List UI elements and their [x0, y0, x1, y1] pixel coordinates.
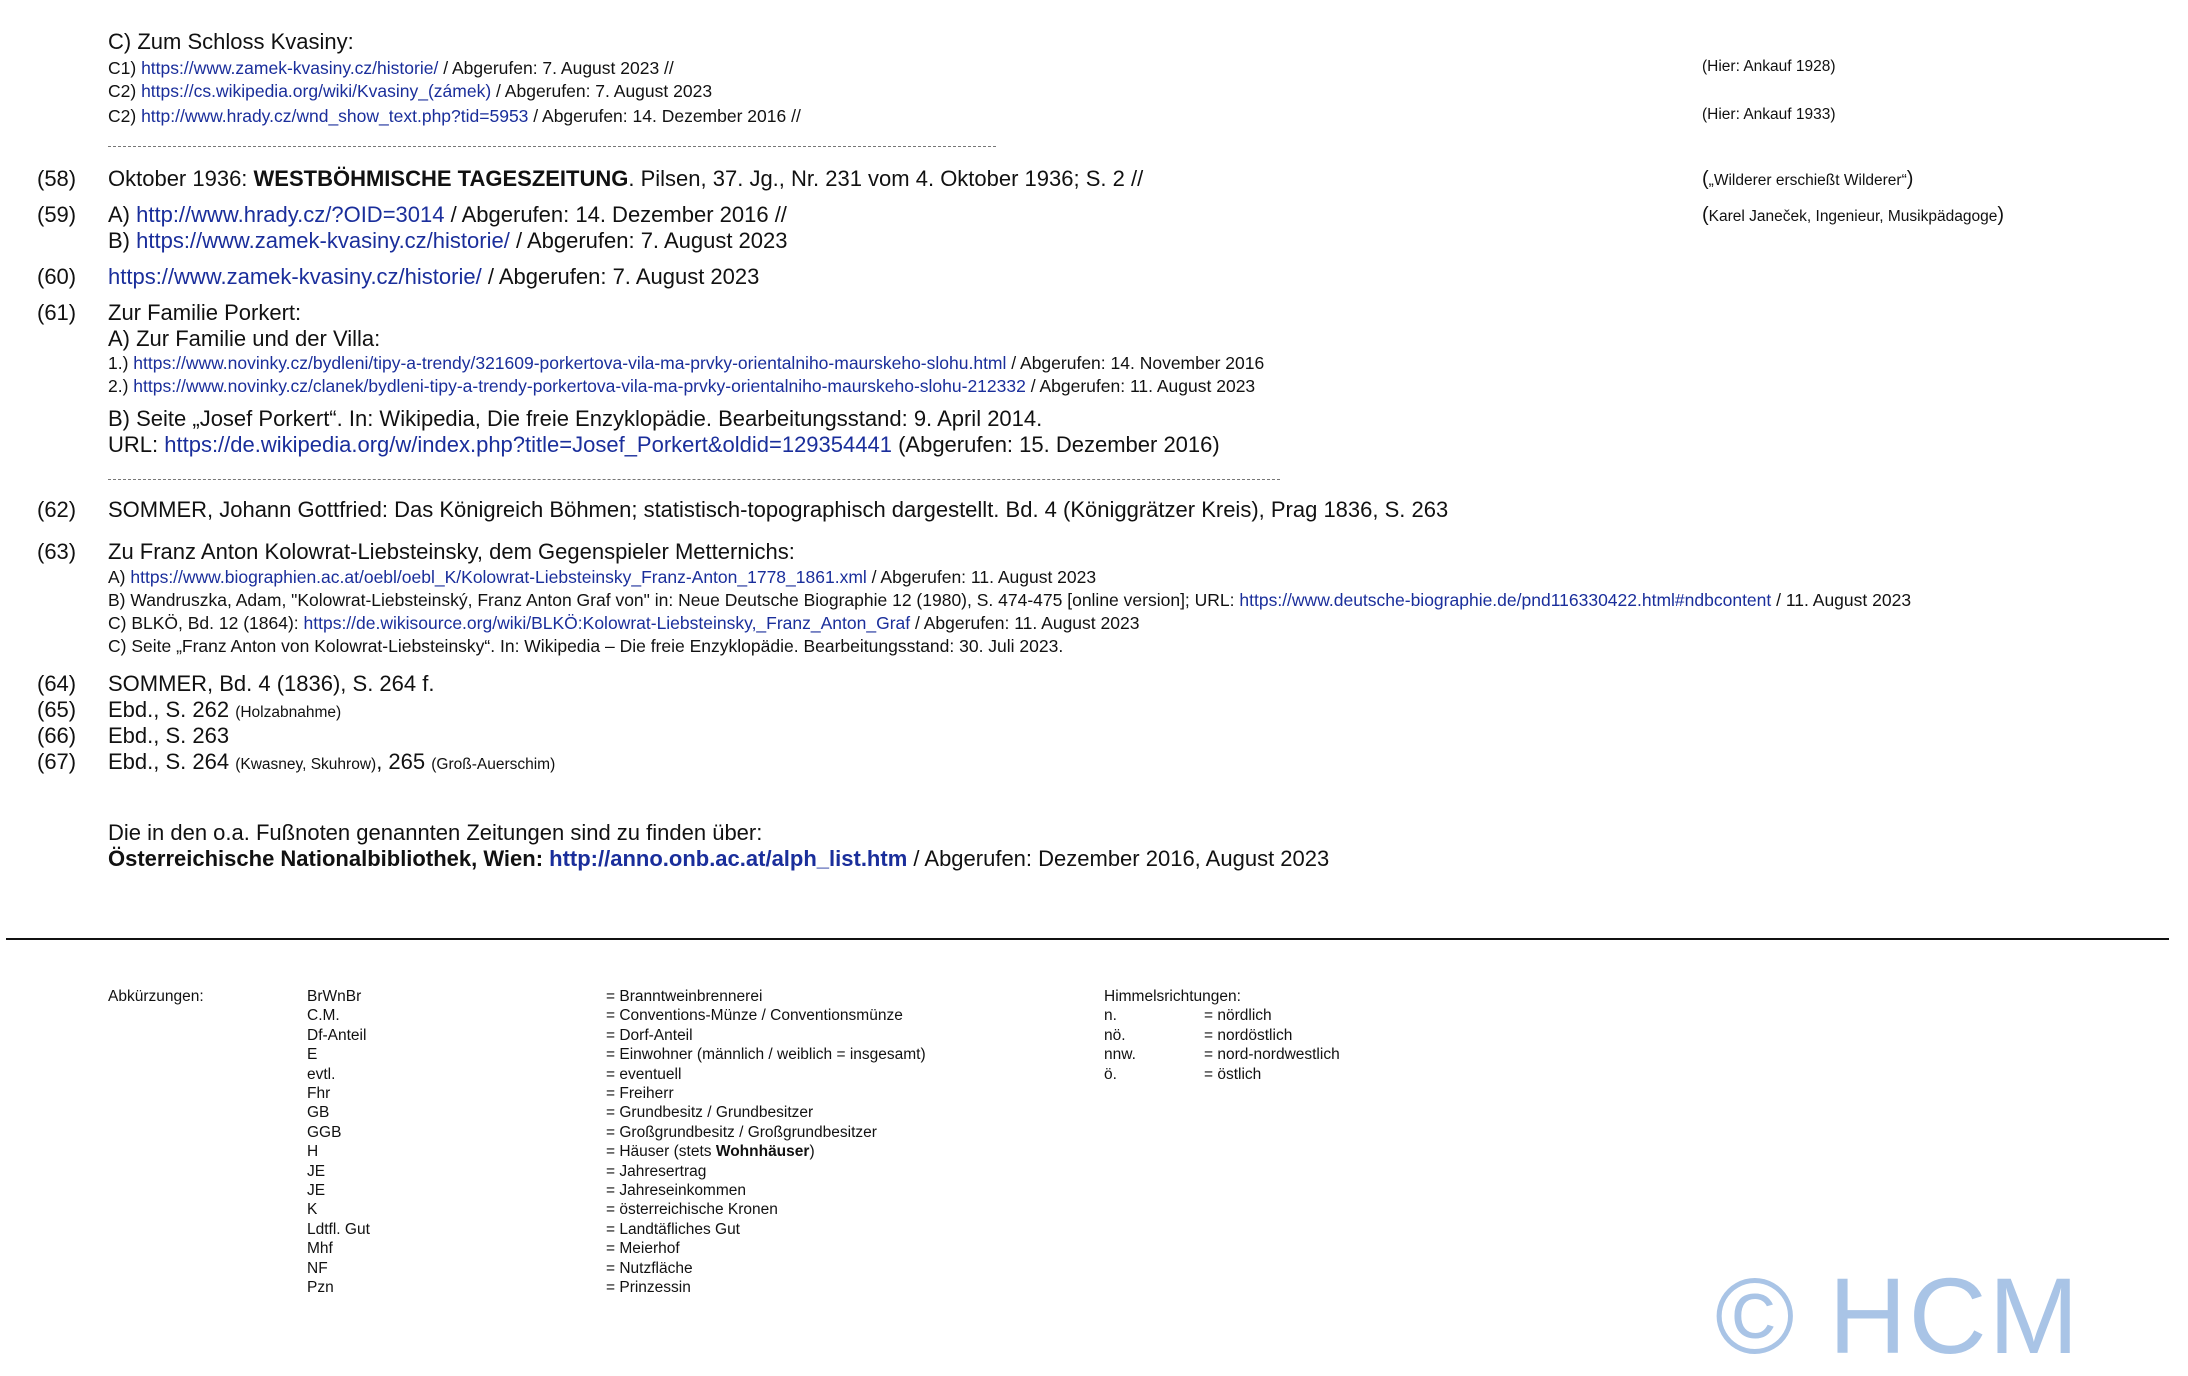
- abbr-meaning: = Conventions-Münze / Conventionsmünze: [606, 1007, 903, 1025]
- link-cs-wikipedia-kvasiny[interactable]: https://cs.wikipedia.org/wiki/Kvasiny_(zámek): [141, 81, 492, 101]
- footnote-60-number: (60): [37, 264, 77, 289]
- direction-meaning: = nord-nordwestlich: [1204, 1046, 1340, 1064]
- link-novinky-2016[interactable]: https://www.novinky.cz/bydleni/tipy-a-trendy/321609-porkertova-vila-ma-prvky-orientalniho-maurskeho-slohu.html: [133, 353, 1007, 373]
- abbr-item: JE: [307, 1162, 326, 1180]
- section-c-line-1: C1) https://www.zamek-kvasiny.cz/historie/ / Abgerufen: 7. August 2023 //: [108, 58, 674, 78]
- abbr-item: E: [307, 1046, 318, 1064]
- abbr-meaning: = Branntweinbrennerei: [606, 988, 763, 1005]
- abbr-item: H: [307, 1143, 319, 1161]
- abbr-item: NF: [307, 1259, 328, 1277]
- footnote-63-a: A) https://www.biographien.ac.at/oebl/oebl_K/Kolowrat-Liebsteinsky_Franz-Anton_1778_1861.xml / Abgerufen: 11. August 2023: [108, 567, 1097, 587]
- abbr-meaning: = Prinzessin: [606, 1279, 691, 1297]
- link-hrady-tid-5953[interactable]: http://www.hrady.cz/wnd_show_text.php?tid=5953: [141, 106, 529, 126]
- section-c-line-3: C2) http://www.hrady.cz/wnd_show_text.php?tid=5953 / Abgerufen: 14. Dezember 2016 //: [108, 106, 801, 126]
- footnote-67-number: (67): [37, 749, 77, 774]
- direction-abbr: nnw.: [1104, 1046, 1136, 1064]
- abbr-meaning: = Freiherr: [606, 1085, 674, 1103]
- footnote-60-text: https://www.zamek-kvasiny.cz/historie/ / Abgerufen: 7. August 2023: [108, 264, 760, 289]
- abbr-meaning: = Grundbesitz / Grundbesitzer: [606, 1104, 814, 1122]
- sources-intro: Die in den o.a. Fußnoten genannten Zeitungen sind zu finden über:: [108, 820, 763, 845]
- footnote-61-a-heading: A) Zur Familie und der Villa:: [108, 326, 381, 351]
- link-deutsche-biographie[interactable]: https://www.deutsche-biographie.de/pnd116330422.html#ndbcontent: [1239, 590, 1772, 610]
- direction-meaning: = östlich: [1204, 1065, 1262, 1083]
- sources-line: Österreichische Nationalbibliothek, Wien: http://anno.onb.ac.at/alph_list.htm / Abgerufen: Dezember 2016, August 2023: [108, 846, 1330, 871]
- direction-abbr: nö.: [1104, 1026, 1126, 1044]
- footnote-67-text: Ebd., S. 264 (Kwasney, Skuhrow), 265 (Groß-Auerschim): [108, 749, 556, 774]
- abbr-meaning: = Dorf-Anteil: [606, 1026, 693, 1044]
- section-c-heading: C) Zum Schloss Kvasiny:: [108, 29, 354, 54]
- abbr-meaning: = Großgrundbesitz / Großgrundbesitzer: [606, 1123, 877, 1141]
- footnote-58-text: Oktober 1936: WESTBÖHMISCHE TAGESZEITUNG. Pilsen, 37. Jg., Nr. 231 vom 4. Oktober 1936; S. 2 //: [108, 166, 1144, 191]
- abbr-item: Df-Anteil: [307, 1026, 367, 1044]
- abbr-item: GB: [307, 1104, 330, 1122]
- direction-meaning: = nordöstlich: [1204, 1026, 1293, 1044]
- abbr-meaning: = eventuell: [606, 1065, 682, 1083]
- abbr-item: evtl.: [307, 1065, 336, 1083]
- directions-meaning-column: [1204, 1006, 1340, 1084]
- footnote-66-text: Ebd., S. 263: [108, 723, 230, 748]
- footnote-63-b: B) Wandruszka, Adam, "Kolowrat-Liebsteinský, Franz Anton Graf von" in: Neue Deutsche Biographie 12 (1980), S. 474-475 [online version]; URL: https://www.deutsche-biographie.de/pnd116330422.html#ndbcontent / 11. August 2023: [108, 590, 1912, 610]
- abbr-item: JE: [307, 1182, 326, 1200]
- footnote-58-note: („Wilderer erschießt Wilderer“): [1702, 168, 1914, 190]
- footnote-61-b-line: B) Seite „Josef Porkert“. In: Wikipedia, Die freie Enzyklopädie. Bearbeitungsstand: 9. April 2014.: [108, 406, 1043, 431]
- link-zamek-kvasiny-1[interactable]: https://www.zamek-kvasiny.cz/historie/: [141, 58, 439, 78]
- footnote-66-number: (66): [37, 723, 77, 748]
- dashed-separator-1: [108, 146, 996, 147]
- abbr-meaning: = Nutzfläche: [606, 1259, 693, 1277]
- abbr-item: Fhr: [307, 1085, 331, 1103]
- footnote-63-c1: C) BLKÖ, Bd. 12 (1864): https://de.wikisource.org/wiki/BLKÖ:Kolowrat-Liebsteinsky,_Franz_Anton_Graf / Abgerufen: 11. August 2023: [108, 613, 1140, 633]
- footnote-61-a2: 2.) https://www.novinky.cz/clanek/bydleni-tipy-a-trendy-porkertova-vila-ma-prvky-orientalniho-maurskeho-slohu-212332 / Abgerufen: 11. August 2023: [108, 376, 1256, 396]
- abbr-meaning: = Jahresertrag: [606, 1162, 707, 1180]
- link-novinky-2023[interactable]: https://www.novinky.cz/clanek/bydleni-tipy-a-trendy-porkertova-vila-ma-prvky-orientalniho-maurskeho-slohu-212332: [133, 376, 1026, 396]
- dashed-separator-2: [108, 479, 1280, 480]
- link-zamek-kvasiny-3[interactable]: https://www.zamek-kvasiny.cz/historie/: [108, 264, 482, 289]
- abbr-meaning: = Häuser (stets Wohnhäuser): [606, 1143, 815, 1161]
- abbr-item: BrWnBr: [307, 988, 362, 1005]
- abbreviations-meaning-column: [606, 987, 926, 1298]
- direction-abbr: ö.: [1104, 1065, 1117, 1083]
- newspaper-title: WESTBÖHMISCHE TAGESZEITUNG: [253, 166, 629, 191]
- abbreviations-label: Abkürzungen:: [108, 988, 204, 1005]
- footnote-61-number: (61): [37, 300, 77, 325]
- abbr-item: Ldtfl. Gut: [307, 1220, 370, 1238]
- footnote-59-note: (Karel Janeček, Ingenieur, Musikpädagoge): [1702, 204, 2005, 226]
- footnote-65-number: (65): [37, 697, 77, 722]
- abbr-meaning: = Landtäfliches Gut: [606, 1220, 740, 1238]
- section-c-note-1: (Hier: Ankauf 1928): [1702, 58, 1836, 75]
- footnote-63-c2: C) Seite „Franz Anton von Kolowrat-Liebsteinsky“. In: Wikipedia – Die freie Enzyklopädie. Bearbeitungsstand: 30. Juli 2023.: [108, 636, 1064, 656]
- footnote-61-a1: 1.) https://www.novinky.cz/bydleni/tipy-a-trendy/321609-porkertova-vila-ma-prvky-orientalniho-maurskeho-slohu.html / Abgerufen: 14. November 2016: [108, 353, 1265, 373]
- footnote-63-number: (63): [37, 539, 77, 564]
- link-zamek-kvasiny-2[interactable]: https://www.zamek-kvasiny.cz/historie/: [136, 228, 510, 253]
- footnote-59-number: (59): [37, 202, 77, 227]
- abbr-item: GGB: [307, 1123, 342, 1141]
- abbr-meaning: = Jahreseinkommen: [606, 1182, 746, 1200]
- direction-abbr: n.: [1104, 1007, 1117, 1025]
- footnote-61-b-url-line: URL: https://de.wikipedia.org/w/index.php?title=Josef_Porkert&oldid=129354441 (Abgerufen: 15. Dezember 2016): [108, 432, 1220, 457]
- abbr-meaning: = Einwohner (männlich / weiblich = insgesamt): [606, 1046, 926, 1064]
- link-de-wikipedia-porkert[interactable]: https://de.wikipedia.org/w/index.php?title=Josef_Porkert&oldid=129354441: [164, 432, 892, 457]
- footnote-61-heading: Zur Familie Porkert:: [108, 300, 302, 325]
- abbr-item: Pzn: [307, 1279, 334, 1297]
- footnote-65-text: Ebd., S. 262 (Holzabnahme): [108, 697, 342, 722]
- abbr-item: K: [307, 1201, 318, 1219]
- abbr-item: C.M.: [307, 1007, 340, 1025]
- footnote-62-text: SOMMER, Johann Gottfried: Das Königreich Böhmen; statistisch-topographisch dargestellt. Bd. 4 (Königgrätzer Kreis), Prag 1836, S. 263: [108, 497, 1449, 522]
- footnote-59-line-b: B) https://www.zamek-kvasiny.cz/historie/ / Abgerufen: 7. August 2023: [108, 228, 788, 253]
- copyright-watermark: © HCM: [1715, 1255, 2081, 1376]
- footnote-58-number: (58): [37, 166, 77, 191]
- abbreviations-abbr-column: [307, 987, 370, 1298]
- footnote-64-text: SOMMER, Bd. 4 (1836), S. 264 f.: [108, 671, 435, 696]
- footnote-64-number: (64): [37, 671, 77, 696]
- link-wikisource-blko[interactable]: https://de.wikisource.org/wiki/BLKÖ:Kolowrat-Liebsteinsky,_Franz_Anton_Graf: [303, 613, 911, 633]
- footnote-62-number: (62): [37, 497, 77, 522]
- section-c-note-3: (Hier: Ankauf 1933): [1702, 106, 1836, 123]
- library-name: Österreichische Nationalbibliothek, Wien: [108, 846, 536, 871]
- directions-abbr-column: [1104, 1006, 1136, 1084]
- abbr-item: Mhf: [307, 1240, 333, 1258]
- directions-label: Himmelsrichtungen:: [1104, 988, 1241, 1005]
- footnote-59-line-a: A) http://www.hrady.cz/?OID=3014 / Abgerufen: 14. Dezember 2016 //: [108, 202, 787, 227]
- abbr-meaning: = Meierhof: [606, 1240, 680, 1258]
- footer-rule: [6, 938, 2169, 940]
- link-anno-onb[interactable]: http://anno.onb.ac.at/alph_list.htm: [549, 846, 908, 871]
- direction-meaning: = nördlich: [1204, 1007, 1272, 1025]
- link-biographien-oebl[interactable]: https://www.biographien.ac.at/oebl/oebl_K/Kolowrat-Liebsteinsky_Franz-Anton_1778_1861.xml: [130, 567, 867, 587]
- section-c-line-2: C2) https://cs.wikipedia.org/wiki/Kvasiny_(zámek) / Abgerufen: 7. August 2023: [108, 81, 713, 101]
- footnote-63-heading: Zu Franz Anton Kolowrat-Liebsteinsky, dem Gegenspieler Metternichs:: [108, 539, 795, 564]
- link-hrady-oid-3014[interactable]: http://www.hrady.cz/?OID=3014: [136, 202, 445, 227]
- abbr-meaning: = österreichische Kronen: [606, 1201, 778, 1219]
